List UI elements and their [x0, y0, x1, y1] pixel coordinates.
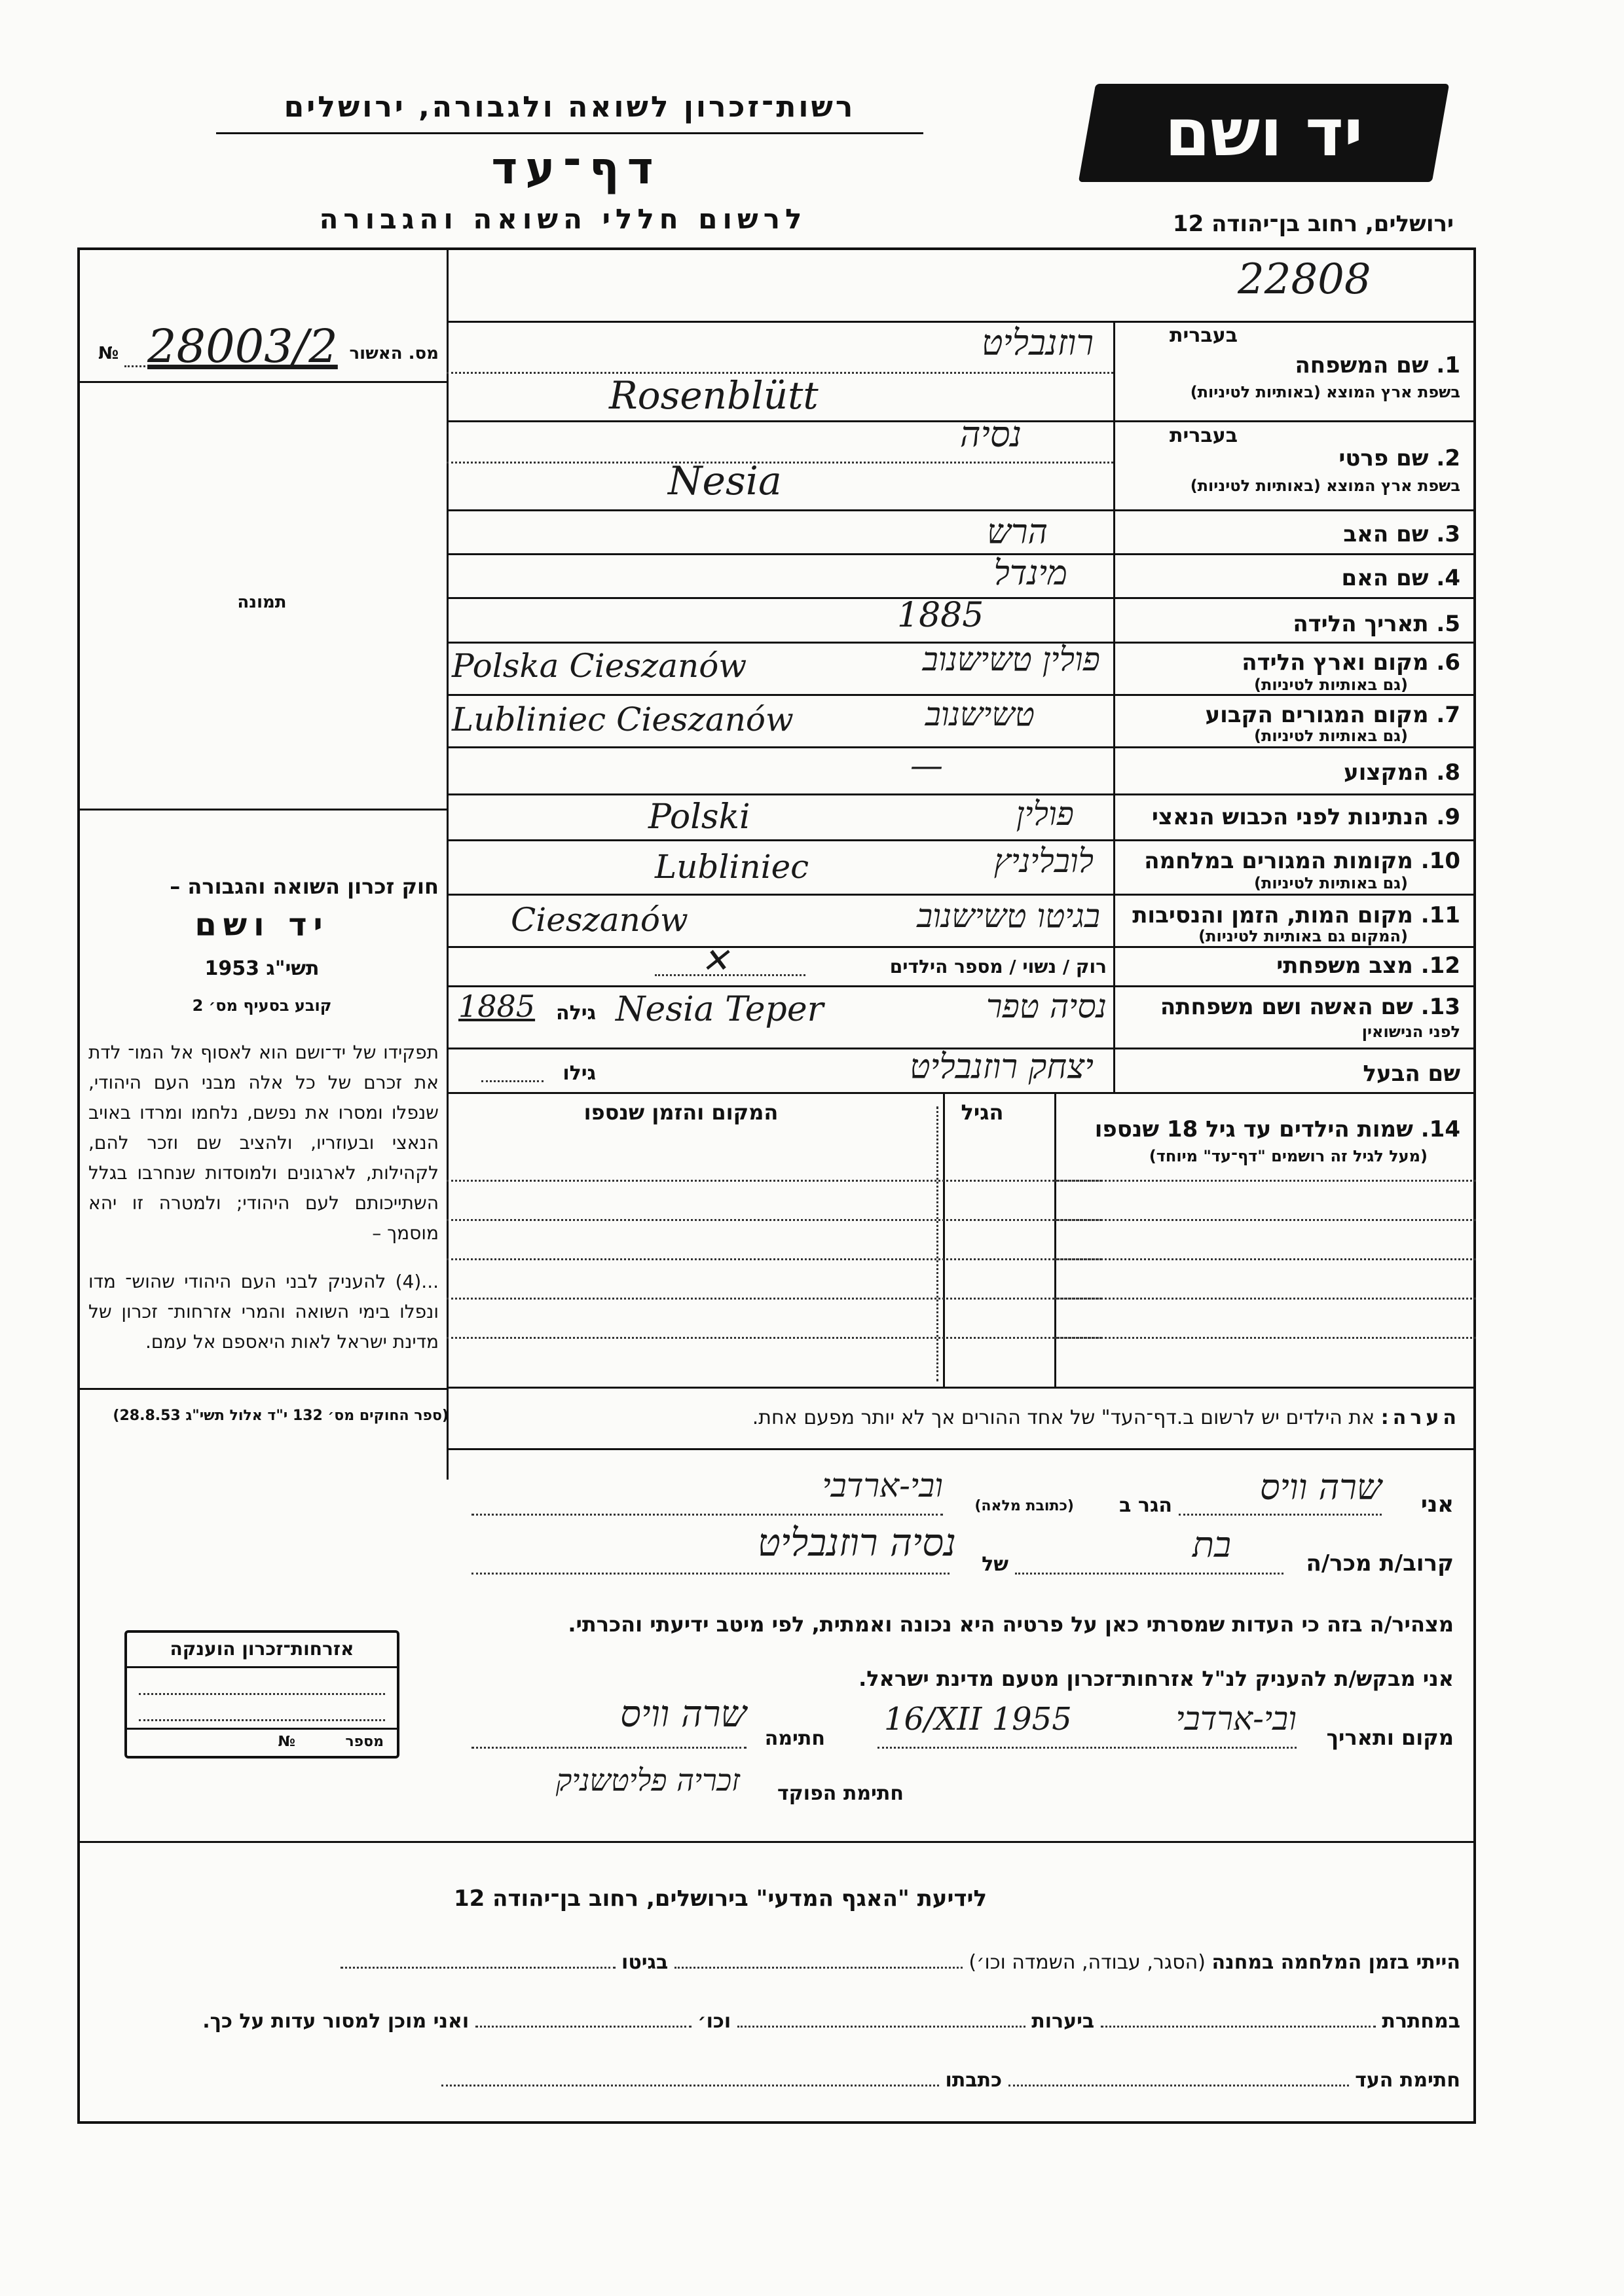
approval-no-symbol: № — [98, 344, 119, 363]
field1-hint: בשפת ארץ המוצא (באותיות לטיניות) — [1190, 383, 1460, 401]
children-name-row-2 — [1054, 1219, 1476, 1221]
row-line-11 — [447, 946, 1476, 948]
bottom-line1-dots2 — [341, 1967, 616, 1969]
field8-value: — — [910, 746, 943, 784]
decl-signature-dotline — [471, 1747, 747, 1749]
children-row-1 — [447, 1180, 1101, 1182]
field9-num: 9. — [1436, 804, 1460, 830]
children-row-5 — [447, 1337, 1101, 1339]
bottom-line2-dots2 — [737, 2026, 1025, 2028]
decl-resident-label: הגר ב — [1119, 1494, 1172, 1517]
decl-official-value: זכריה פליטשניק — [555, 1762, 740, 1798]
field6-num: 6. — [1436, 649, 1460, 676]
decl-place-date-dotline — [877, 1747, 1297, 1749]
law-clause: קובע בסעיף מס׳ 2 — [192, 996, 332, 1015]
form-subtitle: לרשום חללי השואה והגבורה — [319, 203, 807, 235]
law-paragraph-1: תפקידו של יד־ושם הוא לאסוף אל המו־ לדת את זכרם של כל אלה מבני העם היהודי, שנפלו ומסרו את נפשם, נלחמו ומרדו באויב הנאצי ובעוזריו, ולהציב שם וזכר להם, לקהילות, לארגונים ולמוסדות שנחרבו בגלל השתייכותם לעם היהודי; ולמטרה זו יהא מוסמך – — [88, 1042, 439, 1244]
children-row-2 — [447, 1219, 1101, 1221]
field2-hebrew-hint: בעברית — [1170, 424, 1238, 447]
decl-place-value: ובי-ארדבי — [1175, 1700, 1297, 1738]
field2-value-hebrew: נסיה — [959, 414, 1022, 455]
field10-hint: (גם באותיות לטיניות) — [1254, 874, 1408, 892]
field1-value-hebrew: רוזנבליט — [981, 322, 1094, 363]
field9-label — [1126, 804, 1460, 830]
citizenship-box-title: אזרחות־זכרון הוענקה — [127, 1633, 397, 1668]
field6-label — [1126, 649, 1460, 676]
children-name-row-1 — [1054, 1180, 1476, 1182]
field12-num: 12. — [1420, 953, 1460, 979]
field10-value-hebrew: לובליניץ — [993, 842, 1094, 880]
law-paragraph-2: ...(4) להעניק לבני העם היהודי שהוש־ מדו ונפלו בימי השואה והמרי אזרחות־ זכרון של מדינת ישראל לאות היאספם אל עמם. — [88, 1271, 439, 1353]
bottom-line1-a: הייתי בזמן המלחמה במחנה — [1211, 1951, 1460, 1974]
children-hint: (מעל לגיל זה רושמים "דף־עד" מיוחד) — [1149, 1147, 1428, 1165]
bottom-title: לידיעת "האגף המדעי" בירושלים, רחוב בן־יהודה 12 — [453, 1886, 987, 1912]
bottom-line3-b: כתבתו — [945, 2069, 1003, 2092]
decl-relative-label: קרוב/ת מכר/ה — [1306, 1550, 1454, 1576]
field2-label-text: שם פרטי — [1338, 445, 1429, 471]
field5-value: 1885 — [897, 596, 984, 635]
field11-hint: (המקום גם באותיות לטיניות) — [1198, 927, 1408, 945]
photo-bottom-line — [77, 809, 447, 811]
field5-num: 5. — [1436, 611, 1460, 637]
row-line-7 — [447, 746, 1476, 748]
field9-value-latin: Polski — [648, 797, 750, 837]
field7-label-text: מקום המגורים הקבוע — [1205, 702, 1429, 728]
authority-title: רשות־זכרון לשואה ולגבורה, ירושלים — [284, 90, 856, 124]
field7-hint: (גם באותיות לטיניות) — [1254, 727, 1408, 745]
husband-age-label: גילו — [563, 1062, 596, 1085]
field13-hint: לפני הנישואין — [1361, 1023, 1460, 1041]
decl-address-value: ובי-ארדבי — [822, 1467, 943, 1504]
field2-num: 2. — [1436, 445, 1460, 471]
field8-label-text: המקצוע — [1344, 759, 1429, 786]
field2-hint: בשפת ארץ המוצא (באותיות לטיניות) — [1190, 477, 1460, 495]
bottom-line3 — [98, 2069, 1460, 2092]
note-top-line — [77, 1388, 447, 1390]
children-bottom-line — [447, 1387, 1476, 1389]
field7-label — [1126, 702, 1460, 728]
children-name-row-4 — [1054, 1298, 1476, 1300]
field1-num: 1. — [1436, 352, 1460, 378]
left-column-divider — [447, 247, 449, 1480]
field3-label — [1126, 521, 1460, 547]
field4-label-text: שם האם — [1341, 565, 1429, 591]
husband-label: שם הבעל — [1363, 1061, 1460, 1087]
authority-underline — [216, 132, 923, 134]
bottom-line1-dots1 — [674, 1967, 963, 1969]
children-label — [1061, 1116, 1460, 1142]
note-text: את הילדים יש לרשום ב.דף־העד" של אחד ההורים אך לא יותר מפעם אחת. — [752, 1406, 1375, 1429]
decl-relative-dotline — [1015, 1573, 1283, 1575]
husband-value: יצחק רוזנבליט — [910, 1048, 1094, 1087]
field8-num: 8. — [1436, 759, 1460, 786]
field12-dotline — [655, 974, 805, 976]
field7-value-hebrew: טשישנוב — [925, 695, 1035, 733]
law-title: חוק זכרון השואה והגבורה – — [170, 874, 439, 899]
field6-hint: (גם באותיות לטיניות) — [1254, 676, 1408, 694]
decl-address-hint: (כתובת מלאה) — [974, 1498, 1074, 1514]
field1-value-latin: Rosenblütt — [609, 373, 819, 418]
field7-num: 7. — [1436, 702, 1460, 728]
decl-i-dotline — [1179, 1514, 1382, 1516]
children-col-dotdivider — [936, 1106, 938, 1381]
decl-relative-value: בת — [1192, 1524, 1231, 1565]
field13-num: 13. — [1420, 994, 1460, 1020]
bottom-line1-b: (הסגר, עבודה, השמדה וכו׳) — [969, 1951, 1206, 1974]
decl-place-date-label: מקום ותאריך — [1326, 1725, 1454, 1750]
note-label: הערה: — [1380, 1406, 1460, 1429]
decl-i-label: אני — [1420, 1491, 1454, 1518]
bottom-line1 — [98, 1951, 1460, 1974]
field6-value-hebrew: פולין טשישנוב — [922, 640, 1100, 678]
field10-label-text: מקומות המגורים במלחמה — [1144, 848, 1413, 874]
label-column-divider — [1113, 321, 1115, 1092]
children-row-3 — [447, 1258, 1101, 1260]
field11-label — [1126, 902, 1460, 928]
bottom-line2-dots3 — [475, 2026, 692, 2028]
bottom-line2-a: במחתרת — [1382, 2010, 1460, 2033]
field12-value: ✕ — [701, 941, 729, 981]
field13-value-latin: Nesia Teper — [616, 990, 824, 1029]
field10-value-latin: Lubliniec — [655, 848, 809, 886]
bottom-line3-dots1 — [1008, 2085, 1349, 2086]
decl-of-label: של — [982, 1553, 1008, 1576]
field8-label — [1126, 759, 1460, 786]
decl-request: אני מבקש/ת להעניק לנ"ל אזרחות־זכרון מטעם מדינת ישראל. — [858, 1666, 1454, 1691]
row-line-14 — [447, 1092, 1476, 1094]
field4-value: מינדל — [993, 554, 1067, 593]
field2-value-latin: Nesia — [668, 458, 782, 504]
serial-number: 22808 — [1238, 255, 1371, 304]
photo-label: תמונה — [237, 592, 287, 612]
decl-signature-label: חתימה — [764, 1727, 825, 1750]
field6-value-latin: Polska Cieszanów — [452, 647, 747, 685]
field9-value-hebrew: פולין — [1016, 795, 1074, 833]
husband-age-dotline — [481, 1080, 544, 1082]
children-col-divider-2 — [943, 1092, 945, 1387]
field11-num: 11. — [1420, 902, 1460, 928]
field13-label — [1126, 994, 1460, 1020]
form-title: דף־עד — [491, 143, 661, 194]
row-line-10 — [447, 894, 1476, 896]
bottom-line2-dots1 — [1101, 2026, 1376, 2028]
bottom-line1-c: בגיטו — [621, 1951, 669, 1974]
bottom-line2-c: וכו׳ — [697, 2010, 731, 2033]
field13-age-label: גילה — [556, 1002, 596, 1025]
bottom-line2-b: ביערות — [1031, 2010, 1095, 2033]
law-year: תשי"ג 1953 — [204, 957, 320, 980]
field11-label-text: מקום המות, הזמן והנסיבות — [1132, 902, 1413, 928]
decl-statement: מצהיר/ה בזה כי העדות שמסרתי כאן על פרטיה היא נכונה ואמתית, לפי מיטב ידיעתי והכרתי. — [568, 1612, 1454, 1637]
note-row — [452, 1406, 1460, 1429]
decl-i-value: שרה וויס — [1259, 1467, 1382, 1508]
field4-num: 4. — [1436, 565, 1460, 591]
field1-label-text: שם המשפחה — [1295, 352, 1429, 378]
children-col-age: הגיל — [961, 1100, 1004, 1125]
field3-value: הרש — [987, 513, 1048, 552]
field10-label — [1126, 848, 1460, 874]
field3-num: 3. — [1436, 521, 1460, 547]
field6-label-text: מקום וארץ הלידה — [1242, 649, 1429, 676]
law-name: יד ושם — [194, 907, 329, 943]
field13-label-text: שם האשה ושם משפחתה — [1160, 994, 1413, 1020]
children-row-4 — [447, 1298, 1101, 1300]
citizenship-box-no-symbol: № — [278, 1734, 295, 1750]
field13-age: 1885 — [458, 989, 536, 1024]
bottom-line3-a: חתימת העד — [1355, 2069, 1460, 2092]
decl-official-label: חתימת הפוקד — [777, 1782, 904, 1805]
field12-label-text: מצב משפחתי — [1276, 953, 1413, 979]
decl-date-value: 16/XII 1955 — [884, 1701, 1072, 1738]
children-col-divider-1 — [1054, 1092, 1056, 1387]
approval-value: 28003/2 — [147, 319, 338, 373]
yad-vashem-logo: יד ושם — [1079, 84, 1449, 182]
children-num: 14. — [1420, 1116, 1460, 1142]
field12-options: רוק / נשוי / מספר הילדים — [889, 956, 1107, 977]
field7-value-latin: Lubliniec Cieszanów — [452, 701, 794, 738]
children-col-place: המקום והזמן שנספו — [583, 1100, 779, 1125]
decl-signature-value: שרה וויס — [620, 1693, 747, 1736]
law-source: (ספר החוקים מס׳ 132 י"ד אלול תשי"ג 28.8.53) — [113, 1408, 449, 1424]
field5-label-text: תאריך הלידה — [1293, 611, 1429, 637]
field5-label — [1126, 611, 1460, 637]
bottom-line2 — [98, 2010, 1460, 2033]
note-bottom-line — [447, 1448, 1476, 1450]
field11-value-hebrew: בגיטו טשישנוב — [917, 897, 1100, 935]
children-name-row-3 — [1054, 1258, 1476, 1260]
approval-label: מס. האשור — [349, 344, 439, 363]
header-address: ירושלים, רחוב בן־יהודה 12 — [1172, 211, 1454, 237]
field9-label-text: הנתינות לפני הכבוש הנאצי — [1151, 804, 1429, 830]
decl-of-value: נסיה רוזנבליט — [757, 1520, 956, 1565]
row-line-2 — [447, 509, 1476, 511]
field2-label — [1126, 445, 1460, 471]
field1-label — [1126, 352, 1460, 378]
field3-label-text: שם האב — [1343, 521, 1429, 547]
children-name-row-5 — [1054, 1337, 1476, 1339]
field12-label — [1126, 953, 1460, 979]
bottom-line2-d: ואני מוכן למסור עדות על כך. — [202, 2010, 470, 2033]
field1-hebrew-hint: בעברית — [1170, 324, 1238, 347]
field11-value-latin: Cieszanów — [511, 901, 688, 939]
field13-value-hebrew: נסיה טפר — [986, 987, 1107, 1025]
bottom-line3-dots2 — [441, 2085, 939, 2086]
field4-label — [1126, 565, 1460, 591]
bottom-top-line — [77, 1841, 1476, 1843]
approval-row-line — [77, 381, 447, 383]
field10-num: 10. — [1420, 848, 1460, 874]
children-label-text: שמות הילדים עד גיל 18 שנספו — [1094, 1116, 1413, 1142]
citizenship-box — [124, 1630, 399, 1758]
decl-of-dotline — [471, 1573, 950, 1575]
row-line-9 — [447, 839, 1476, 841]
decl-address-dotline — [471, 1514, 943, 1516]
citizenship-box-no-label: מספר — [345, 1734, 384, 1750]
